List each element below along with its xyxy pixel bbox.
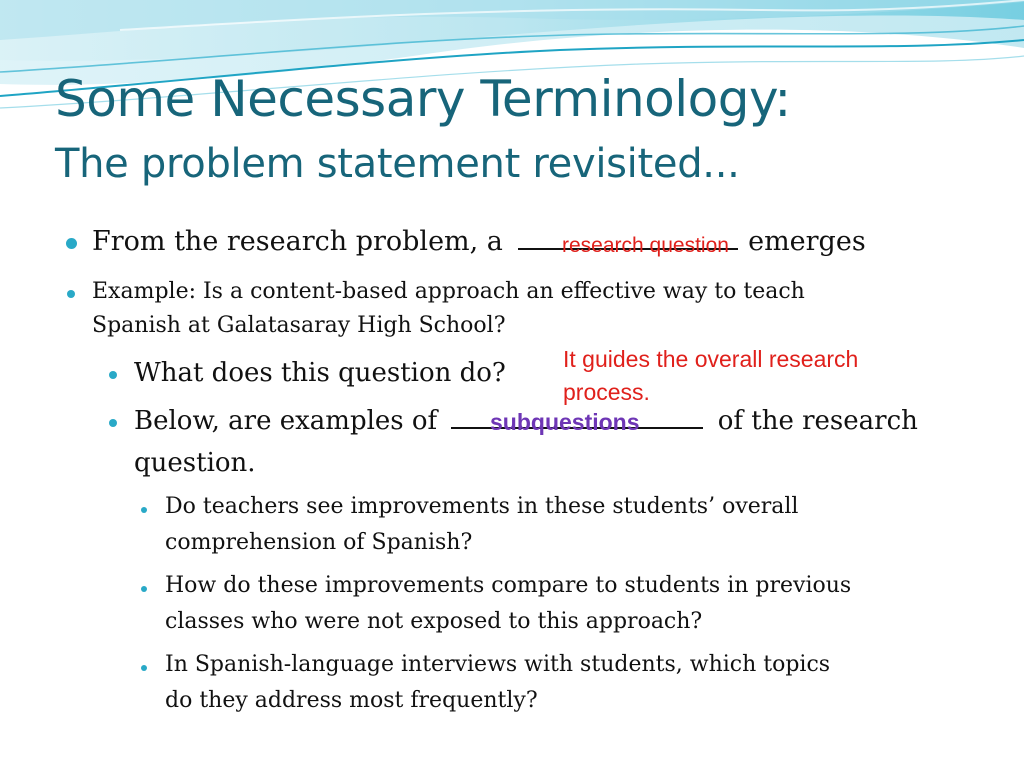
slide-title: Some Necessary Terminology:: [55, 70, 791, 128]
bullet-research-question: [92, 226, 866, 257]
title-block: [55, 62, 995, 192]
item-bullet-dot: [141, 665, 147, 671]
annotation-answer-line1: It guides the overall research: [563, 346, 859, 372]
subquestion-3-line2: do they address most frequently?: [165, 688, 538, 713]
sub-bullet-examples-line2: question.: [134, 448, 256, 478]
subquestion-2-line1: How do these improvements compare to students in previous: [165, 573, 852, 598]
sub-bullet-text-before: Below, are examples of: [134, 406, 438, 436]
subquestion-1-line1: Do teachers see improvements in these students’ overall: [165, 494, 799, 519]
sub-bullet-question: What does this question do?: [134, 358, 506, 388]
sub-bullet-text-after: of the research: [717, 406, 918, 436]
subquestion-2-line2: classes who were not exposed to this approach?: [165, 609, 703, 634]
bullet-text-before: From the research problem, a: [92, 226, 503, 257]
annotation-answer-line2: process.: [563, 379, 650, 405]
item-bullet-dot: [141, 507, 147, 513]
bullet-dot: [66, 238, 77, 249]
subquestion-1-line2: comprehension of Spanish?: [165, 530, 473, 555]
bullet-text-after: emerges: [748, 226, 866, 257]
slide-subtitle: The problem statement revisited...: [55, 141, 740, 187]
item-bullet-dot: [141, 586, 147, 592]
subquestion-3-line1: In Spanish-language interviews with students, which topics: [165, 652, 831, 677]
annotation-research-question: research question: [562, 234, 729, 257]
annotation-subquestions: subquestions: [490, 409, 640, 435]
sub-bullet-dot: [109, 419, 117, 427]
bullet-dot: [67, 290, 75, 298]
bullet-example-line1: Example: Is a content-based approach an effective way to teach: [92, 279, 805, 304]
bullet-example-line2: Spanish at Galatasaray High School?: [92, 313, 506, 338]
sub-bullet-dot: [109, 371, 117, 379]
